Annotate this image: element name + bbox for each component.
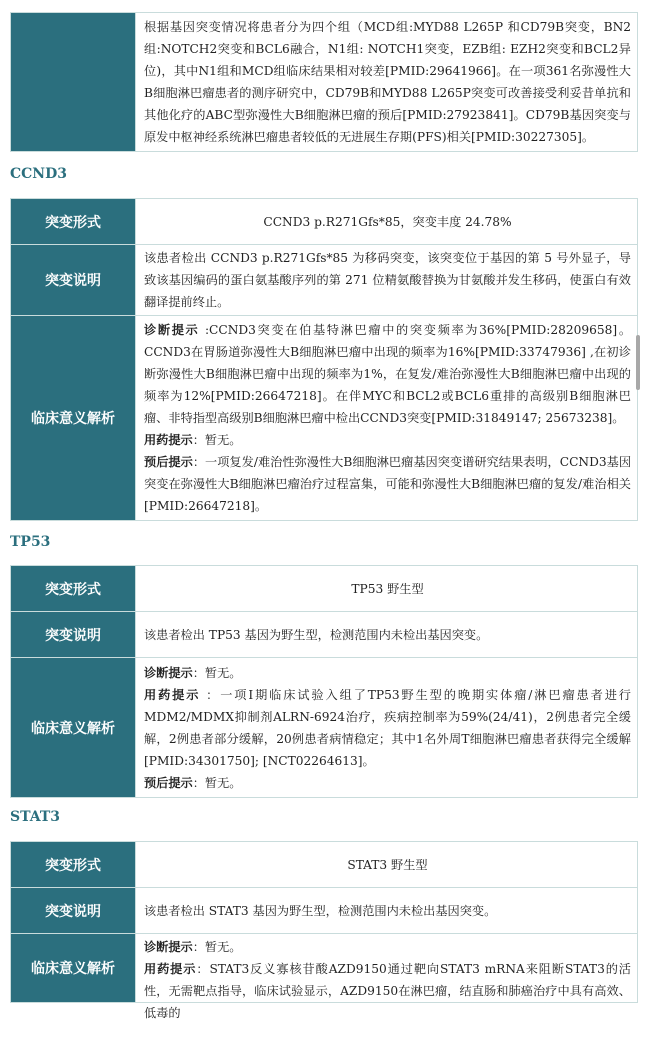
stat3-clinical-clip	[144, 936, 631, 1020]
tp53-drug-text: ：一项I期临床试验入组了TP53野生型的晚期实体瘤/淋巴瘤患者进行MDM2/MDMX抑制剂ALRN-6924治疗，疾病控制率为59%(24/41)，2例患者完全缓解，2例患者部分缓解，20例患者病情稳定；其中1名外周T细胞淋巴瘤患者获得完全缓解[PMID:34301750]; [NCT02264613]。	[144, 687, 631, 768]
stat3-table	[10, 841, 638, 1020]
prog-key: 预后提示	[144, 775, 193, 790]
mutation-form-label: 突变形式	[11, 842, 136, 888]
clinical-label: 临床意义解析	[11, 316, 136, 521]
ccnd3-diag-text: :CCND3突变在伯基特淋巴瘤中的突变频率为36%[PMID:28209658]。CCND3在胃肠道弥漫性大B细胞淋巴瘤中出现的频率为16%[PMID:33747936] ,在初诊断弥漫性大B细胞淋巴瘤中出现的频率为1%，在复发/难治弥漫性大B细胞淋巴瘤中出现的频率为12%[PMID:26647218]。在伴MYC和BCL2或BCL6重排的高级别B细胞淋巴瘤、非特指型高级别B细胞淋巴瘤中检出CCND3突变[PMID:31849147; 25673238]。	[144, 323, 632, 425]
clinical-label: 临床意义解析	[11, 934, 136, 1003]
tp53-prog-line	[144, 772, 631, 794]
clinical-label: 临床意义解析	[11, 658, 136, 798]
diag-key: 诊断提示	[144, 940, 193, 954]
tp53-diag-line	[144, 662, 631, 684]
top-continuation-table	[10, 12, 638, 152]
vertical-scrollbar[interactable]	[636, 335, 640, 390]
mutation-desc-label: 突变说明	[11, 888, 136, 934]
diag-key: 诊断提示	[144, 665, 193, 680]
stat3-section-title: STAT3	[10, 809, 61, 825]
mutation-form-label: 突变形式	[11, 566, 136, 612]
tp53-table	[10, 565, 638, 798]
continuation-label-cell	[11, 13, 136, 152]
tp53-clinical	[136, 658, 638, 798]
stat3-mutation-form: STAT3 野生型	[136, 842, 638, 888]
mutation-desc-label: 突变说明	[11, 612, 136, 658]
diag-key: 诊断提示	[144, 323, 200, 337]
ccnd3-mutation-desc: 该患者检出 CCND3 p.R271Gfs*85 为移码突变，该突变位于基因的第 5 号外显子，导致该基因编码的蛋白氨基酸序列的第 271 位精氨酸替换为甘氨酸并发生移码，使蛋白有效翻译提前终止。	[136, 245, 638, 316]
stat3-clinical	[136, 934, 638, 1020]
top-text-cell: 根据基因突变情况将患者分为四个组（MCD组:MYD88 L265P 和CD79B突变，BN2组:NOTCH2突变和BCL6融合，N1组: NOTCH1突变，EZB组: EZH2突变和BCL2异位)，其中N1组和MCD组临床结果相对较差[PMID:29641966]。在一项361名弥漫性大B细胞淋巴瘤患者的测序研究中，CD79B和MYD88 L265P突变可改善接受利妥昔单抗和其他化疗的ABC型弥漫性大B细胞淋巴瘤的预后[PMID:27923841]。CD79B基因突变与原发中枢神经系统淋巴瘤患者较低的无进展生存期(PFS)相关[PMID:30227305]。	[136, 13, 638, 152]
ccnd3-clinical	[136, 316, 638, 521]
tp53-mutation-desc: 该患者检出 TP53 基因为野生型，检测范围内未检出基因突变。	[136, 612, 638, 658]
ccnd3-drug-text: ：暂无。	[192, 433, 242, 447]
mutation-form-label: 突变形式	[11, 199, 136, 245]
ccnd3-mutation-form: CCND3 p.R271Gfs*85，突变丰度 24.78%	[136, 199, 638, 245]
tp53-prog-text: ：暂无。	[192, 775, 242, 790]
ccnd3-prog-line	[144, 451, 631, 517]
tp53-mutation-form: TP53 野生型	[136, 566, 638, 612]
ccnd3-drug-line	[144, 429, 631, 451]
stat3-mutation-desc: 该患者检出 STAT3 基因为野生型，检测范围内未检出基因突变。	[136, 888, 638, 934]
ccnd3-table	[10, 198, 638, 521]
tp53-section-title: TP53	[10, 534, 51, 550]
tp53-drug-line	[144, 684, 631, 772]
ccnd3-prog-text: ：一项复发/难治性弥漫性大B细胞淋巴瘤基因突变谱研究结果表明，CCND3基因突变在弥漫性大B细胞淋巴瘤治疗过程富集，可能和弥漫性大B细胞淋巴瘤的复发/难治相关[PMID:26647218]。	[144, 455, 632, 513]
ccnd3-diag-line	[144, 319, 631, 429]
stat3-drug-text: ：STAT3反义寡核苷酸AZD9150通过靶向STAT3 mRNA来阻断STAT3的活性，无需靶点指导，临床试验显示，AZD9150在淋巴瘤，结直肠和肺癌治疗中具有高效、低毒的	[144, 962, 631, 1020]
tp53-diag-text: ：暂无。	[192, 665, 242, 680]
ccnd3-section-title: CCND3	[10, 166, 67, 182]
drug-key: 用药提示	[144, 962, 197, 976]
mutation-desc-label: 突变说明	[11, 245, 136, 316]
stat3-diag-line	[144, 936, 631, 958]
drug-key: 用药提示	[144, 433, 193, 447]
stat3-drug-line	[144, 958, 631, 1024]
prog-key: 预后提示	[144, 455, 193, 469]
drug-key: 用药提示	[144, 687, 201, 702]
stat3-diag-text: ：暂无。	[192, 940, 242, 954]
